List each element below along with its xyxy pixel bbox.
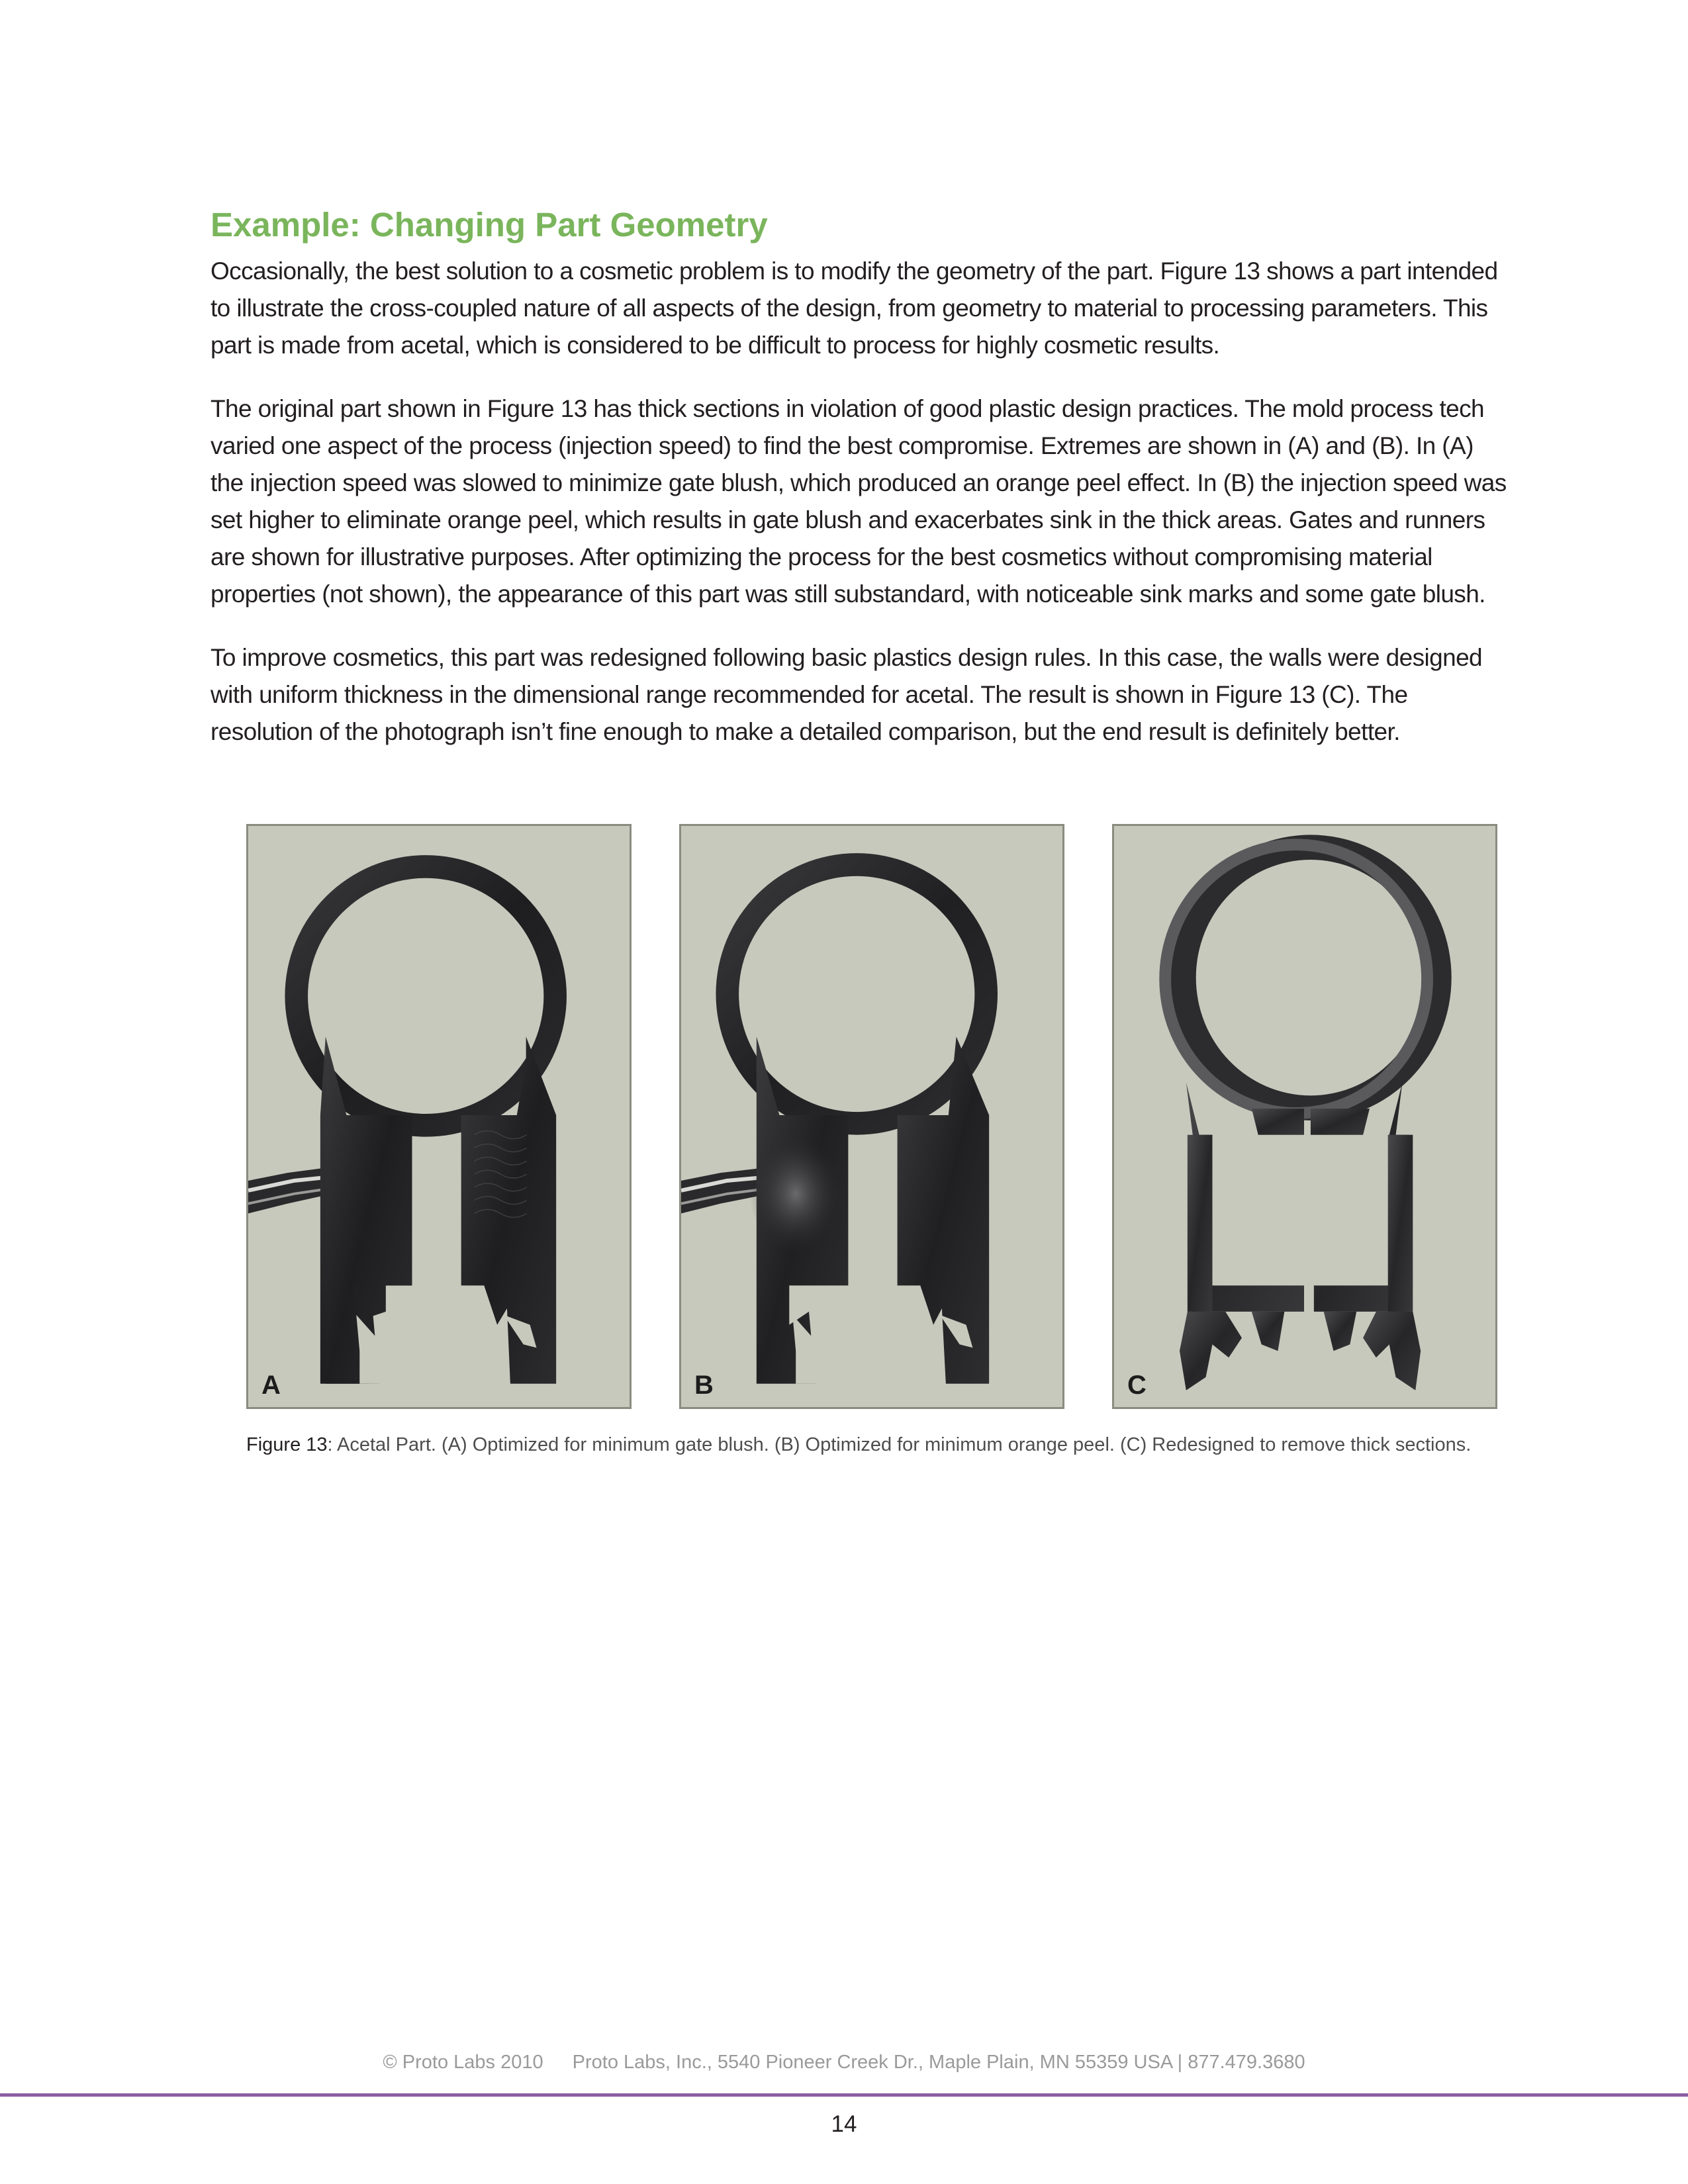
acetal-part-a-illustration <box>248 826 630 1407</box>
panel-label-c: C <box>1127 1371 1147 1400</box>
footer-address: Proto Labs, Inc., 5540 Pioneer Creek Dr., Maple Plain, MN 55359 USA | 877.479.3680 <box>572 2052 1305 2073</box>
section-heading: Example: Changing Part Geometry <box>211 206 768 244</box>
footer-divider <box>0 2093 1688 2097</box>
figure-caption-label: Figure 13 <box>246 1434 328 1455</box>
figure-caption <box>246 1432 1504 1458</box>
footer-copyright: © Proto Labs 2010 <box>383 2052 543 2073</box>
panel-label-a: A <box>261 1371 281 1400</box>
main-content <box>211 204 1508 777</box>
figure-panel-b <box>679 824 1064 1409</box>
figure-panel-c <box>1112 824 1497 1409</box>
figure-panel-a <box>246 824 632 1409</box>
acetal-part-b-illustration <box>681 826 1062 1407</box>
body-paragraph-2: The original part shown in Figure 13 has thick sections in violation of good plastic design practices. The mold process tech varied one aspect of the process (injection speed) to find the best compromise. Extremes are shown in (A) and (B). In (A) the injection speed was slowed to minimize gate blush, which produced an orange peel effect. In (B) the injection speed was set higher to eliminate orange peel, which results in gate blush and exacerbates sink in the thick areas. Gates and runners are shown for illustrative purposes. After optimizing the process for the best cosmetics without compromising material properties (not shown), the appearance of this part was still substandard, with noticeable sink marks and some gate blush. <box>211 395 1507 608</box>
figure-13 <box>246 824 1501 1412</box>
body-paragraph-3: To improve cosmetics, this part was redesigned following basic plastics design rules. In this case, the walls were designed with uniform thickness in the dimensional range recommended for acetal. The result is shown in Figure 13 (C). The resolution of the photograph isn’t fine enough to make a detailed comparison, but the end result is definitely better. <box>211 644 1483 745</box>
footer <box>0 2052 1688 2073</box>
acetal-part-c-illustration <box>1114 826 1495 1407</box>
figure-caption-text: : Acetal Part. (A) Optimized for minimum gate blush. (B) Optimized for minimum orange peel. (C) Redesigned to remove thick sections. <box>327 1434 1472 1455</box>
body-paragraph-1: Occasionally, the best solution to a cosmetic problem is to modify the geometry of the part. Figure 13 shows a part intended to illustrate the cross-coupled nature of all aspects of the design, from geometry to material to processing parameters. This part is made from acetal, which is considered to be difficult to process for highly cosmetic results. <box>211 257 1498 359</box>
page-number: 14 <box>831 2111 857 2137</box>
panel-label-b: B <box>694 1371 714 1400</box>
